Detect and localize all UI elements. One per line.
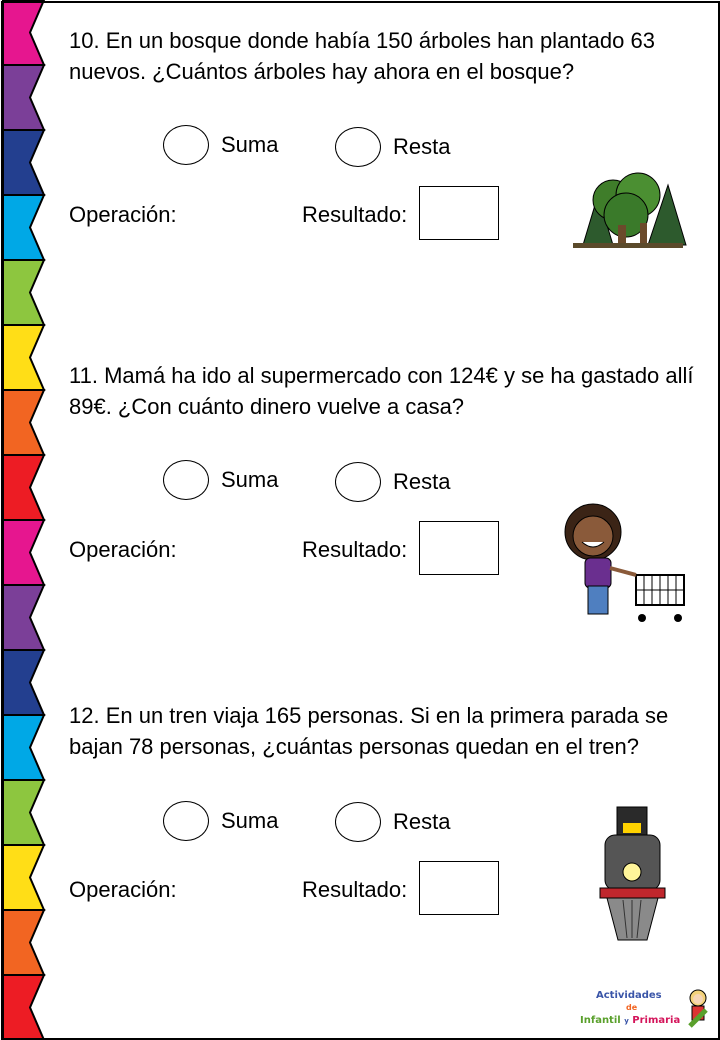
option-label: Resta xyxy=(393,469,451,494)
logo-text: Primaria xyxy=(632,1015,681,1026)
operation-label: Operación: xyxy=(69,537,177,562)
logo-text: y xyxy=(624,1017,629,1025)
logo-actividades-infantil-primaria xyxy=(578,986,713,1034)
operation-label: Operación: xyxy=(69,202,177,227)
banner-segment xyxy=(3,650,44,715)
option-label: Suma xyxy=(221,808,279,833)
option-suma[interactable] xyxy=(163,801,278,841)
banner-segment xyxy=(3,455,44,520)
banner-segment xyxy=(3,325,44,390)
result-box[interactable] xyxy=(419,861,499,915)
radio-circle[interactable] xyxy=(335,127,381,167)
option-label: Suma xyxy=(221,467,279,492)
decorative-banner-strip xyxy=(0,0,50,1040)
banner-segment xyxy=(3,585,44,650)
operation-label: Operación: xyxy=(69,877,177,902)
banner-segment xyxy=(3,390,44,455)
banner-segment xyxy=(3,845,44,910)
logo-text: Actividades xyxy=(596,990,662,1001)
result-label: Resultado: xyxy=(302,537,408,562)
forest-icon xyxy=(568,165,688,250)
option-label: Suma xyxy=(221,132,279,157)
banner-segment xyxy=(3,780,44,845)
girl-with-pencil-icon xyxy=(684,986,712,1032)
result-box[interactable] xyxy=(419,521,499,575)
option-suma[interactable] xyxy=(163,125,278,165)
radio-circle[interactable] xyxy=(335,462,381,502)
radio-circle[interactable] xyxy=(163,460,209,500)
banner-segment xyxy=(3,195,44,260)
option-resta[interactable] xyxy=(335,802,450,842)
result-label: Resultado: xyxy=(302,877,408,902)
banner-segment xyxy=(3,975,44,1040)
problem-text: 11. Mamá ha ido al supermercado con 124€ y se ha gastado allí 89€. ¿Con cuánto dinero vuelve a casa? xyxy=(69,363,694,419)
radio-circle[interactable] xyxy=(163,801,209,841)
option-resta[interactable] xyxy=(335,462,450,502)
girl-shopping-cart-icon xyxy=(560,500,690,625)
banner-segment xyxy=(3,260,44,325)
option-label: Resta xyxy=(393,809,451,834)
banner-segment xyxy=(3,910,44,975)
result-box[interactable] xyxy=(419,186,499,240)
train-icon xyxy=(595,805,670,945)
radio-circle[interactable] xyxy=(335,802,381,842)
banner-segment xyxy=(3,0,44,65)
option-label: Resta xyxy=(393,134,451,159)
banner-segment xyxy=(3,520,44,585)
logo-text: de xyxy=(626,1003,638,1012)
problem-text: 10. En un bosque donde había 150 árboles han plantado 63 nuevos. ¿Cuántos árboles hay ahora en el bosque? xyxy=(69,28,655,84)
option-resta[interactable] xyxy=(335,127,450,167)
option-suma[interactable] xyxy=(163,460,278,500)
logo-text: Infantil xyxy=(580,1015,621,1026)
problem-text: 12. En un tren viaja 165 personas. Si en la primera parada se bajan 78 personas, ¿cuántas personas quedan en el tren? xyxy=(69,703,669,759)
radio-circle[interactable] xyxy=(163,125,209,165)
result-label: Resultado: xyxy=(302,202,408,227)
banner-segment xyxy=(3,65,44,130)
banner-segment xyxy=(3,130,44,195)
banner-segment xyxy=(3,715,44,780)
